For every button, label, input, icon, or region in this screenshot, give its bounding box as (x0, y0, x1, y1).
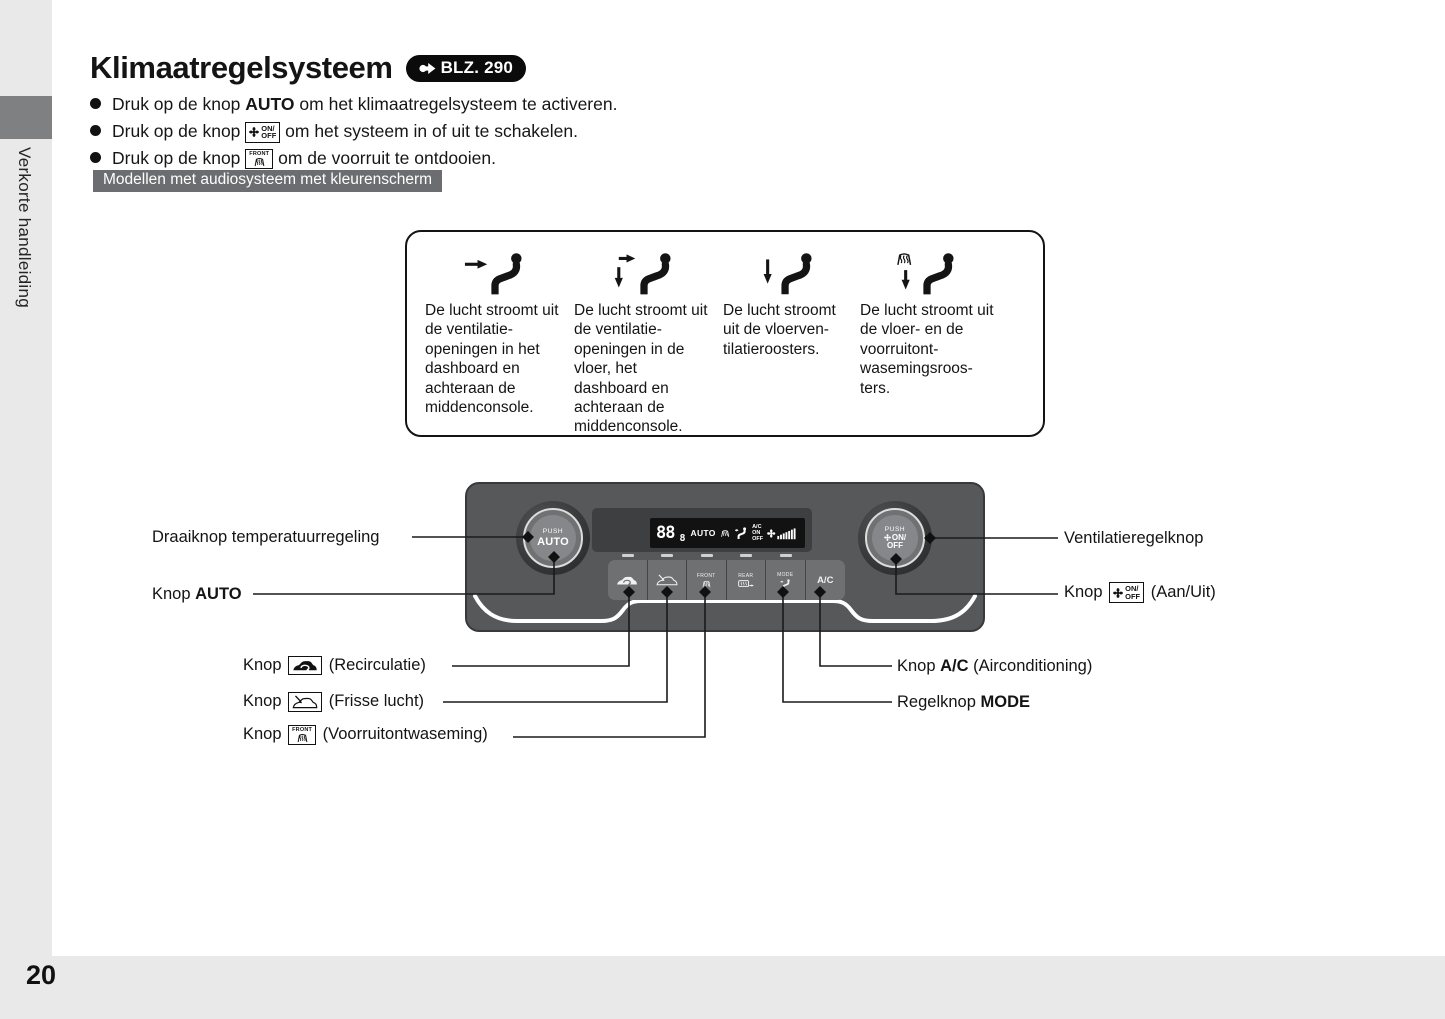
bullet-text-bold: AUTO (245, 94, 295, 114)
callout-text-bold: A/C (940, 657, 969, 675)
callout-recirculation-button (243, 655, 426, 676)
airflow-modes-box (405, 230, 1045, 437)
icon-text-on: ON/ (1125, 584, 1139, 594)
bullet-text: om de voorruit te ontdooien. (273, 148, 497, 168)
temperature-readout-decimal: 8 (679, 533, 686, 544)
on-text: ON/ (891, 532, 907, 542)
airflow-item (425, 244, 565, 437)
callout-text: (Aan/Uit) (1146, 583, 1216, 601)
bi-level-airflow-icon (574, 244, 714, 301)
off-text: OFF (887, 541, 903, 550)
button-ridges (608, 554, 845, 557)
windshield-floor-airflow-icon (860, 244, 994, 301)
page-title: Klimaatregelsysteem (90, 50, 393, 85)
front-defrost-panel-button (687, 560, 727, 600)
front-defrost-icon (701, 580, 712, 588)
callout-fresh-air-button (243, 691, 424, 712)
callout-text: Knop (243, 725, 287, 743)
airflow-item (574, 244, 714, 437)
callout-text-bold: AUTO (195, 585, 242, 603)
bullet-front-defrost (90, 146, 850, 170)
header (90, 50, 526, 86)
mode-panel-button (766, 560, 806, 600)
fan-speed-indicator (767, 527, 799, 540)
airflow-text: De lucht stroomt uit de ventilatie-openingen in het dashboard en achteraan de middenconsole. (425, 302, 559, 416)
fresh-air-icon (288, 692, 322, 712)
arrow-right-icon (419, 62, 436, 75)
bullet-icon (90, 125, 101, 136)
callout-text: Knop (1064, 583, 1108, 601)
page-reference-badge (406, 55, 526, 82)
push-text: PUSH (884, 525, 906, 533)
rear-defrost-icon (738, 580, 754, 588)
bullet-icon (90, 152, 101, 163)
page-number: 20 (26, 960, 57, 990)
icon-text-front: FRONT (292, 726, 313, 733)
mode-icon (780, 579, 791, 589)
fresh-air-button (648, 560, 688, 600)
fan-on-off-button-icon (245, 122, 280, 143)
push-text: PUSH (542, 528, 564, 535)
defrost-indicator-icon (720, 529, 730, 538)
climate-display (650, 518, 805, 548)
callout-text: (Airconditioning) (968, 657, 1093, 675)
recirculation-button (608, 560, 648, 600)
intro-bullets (90, 92, 850, 173)
airflow-item (723, 244, 851, 437)
ac-on-off-indicator (752, 524, 763, 542)
fresh-air-icon (656, 574, 678, 586)
callout-text: (Voorruitontwaseming) (318, 725, 488, 743)
bullet-text: Druk op de knop (112, 148, 246, 168)
ac-panel-button (806, 560, 846, 600)
temperature-knob (516, 501, 590, 575)
callout-auto-button (152, 584, 242, 605)
callout-front-defrost-button (243, 724, 488, 745)
callout-text: Regelknop (897, 693, 981, 711)
icon-text-on: ON/ (261, 123, 275, 133)
bullet-text: Druk op de knop (112, 121, 246, 141)
front-defrost-button-icon (288, 725, 316, 745)
icon-text-front: FRONT (249, 151, 270, 158)
rear-label: REAR (738, 572, 754, 579)
auto-indicator: AUTO (690, 528, 716, 538)
chapter-tab (0, 96, 52, 139)
page-reference-text: BLZ. 290 (440, 58, 514, 77)
callout-mode-control (897, 692, 1030, 713)
icon-text-off: OFF (261, 131, 277, 141)
climate-control-panel (465, 482, 985, 632)
callout-text: Knop (243, 656, 287, 674)
front-label: FRONT (696, 572, 716, 579)
mode-label: MODE (777, 571, 794, 578)
auto-button (530, 515, 576, 561)
dashboard-vent-airflow-icon (425, 244, 565, 301)
airflow-text: De lucht stroomt uit de vloerven-tilatieroosters. (723, 302, 836, 358)
callout-text: (Frisse lucht) (324, 692, 425, 710)
bullet-text: om het systeem in of uit te schakelen. (280, 121, 578, 141)
callout-on-off-button (1064, 582, 1216, 603)
bullet-on-off (90, 119, 850, 143)
airflow-text: De lucht stroomt uit de ventilatie-openingen in de vloer, het dashboard en achteraan de middenconsole. (574, 302, 708, 436)
panel-button-bar (608, 560, 845, 600)
ac-text: A/C (752, 524, 762, 530)
callout-temperature-knob: Draaiknop temperatuurregeling (152, 528, 380, 546)
recirculation-icon (616, 575, 638, 586)
airflow-text: De lucht stroomt uit de vloer- en de voorruitont-wasemingsroos-ters. (860, 302, 994, 397)
front-defrost-button-icon (245, 149, 273, 169)
on-text: ON (752, 530, 761, 536)
bullet-auto (90, 92, 850, 116)
callout-text-bold: MODE (980, 693, 1030, 711)
icon-text-off: OFF (1125, 591, 1141, 601)
airflow-mode-indicator-icon (734, 527, 748, 539)
bullet-text: Druk op de knop (112, 94, 246, 114)
callout-fan-knob: Ventilatieregelknop (1064, 529, 1204, 547)
airflow-item (860, 244, 994, 437)
off-text: OFF (752, 536, 764, 542)
chapter-label: Verkorte handleiding (15, 147, 34, 309)
ac-label: A/C (817, 574, 834, 586)
temperature-readout: 88 (656, 523, 675, 543)
callout-text: Knop (152, 585, 196, 603)
callout-text: (Recirculatie) (324, 656, 426, 674)
footer-band (0, 956, 1445, 1019)
floor-airflow-icon (723, 244, 851, 301)
bullet-icon (90, 98, 101, 109)
rear-defrost-panel-button (727, 560, 767, 600)
fan-control-knob (858, 501, 932, 575)
recirculation-icon (288, 656, 322, 675)
display-bezel (592, 508, 812, 552)
callout-ac-button (897, 656, 1092, 677)
callout-text: Knop (897, 657, 941, 675)
fan-on-off-button (872, 515, 918, 561)
fan-on-off-button-icon (1109, 582, 1144, 603)
callout-text: Knop (243, 692, 287, 710)
models-tag: Modellen met audiosysteem met kleurenscherm (93, 170, 442, 192)
auto-text: AUTO (537, 536, 569, 548)
bullet-text: om het klimaatregelsysteem te activeren. (294, 94, 618, 114)
